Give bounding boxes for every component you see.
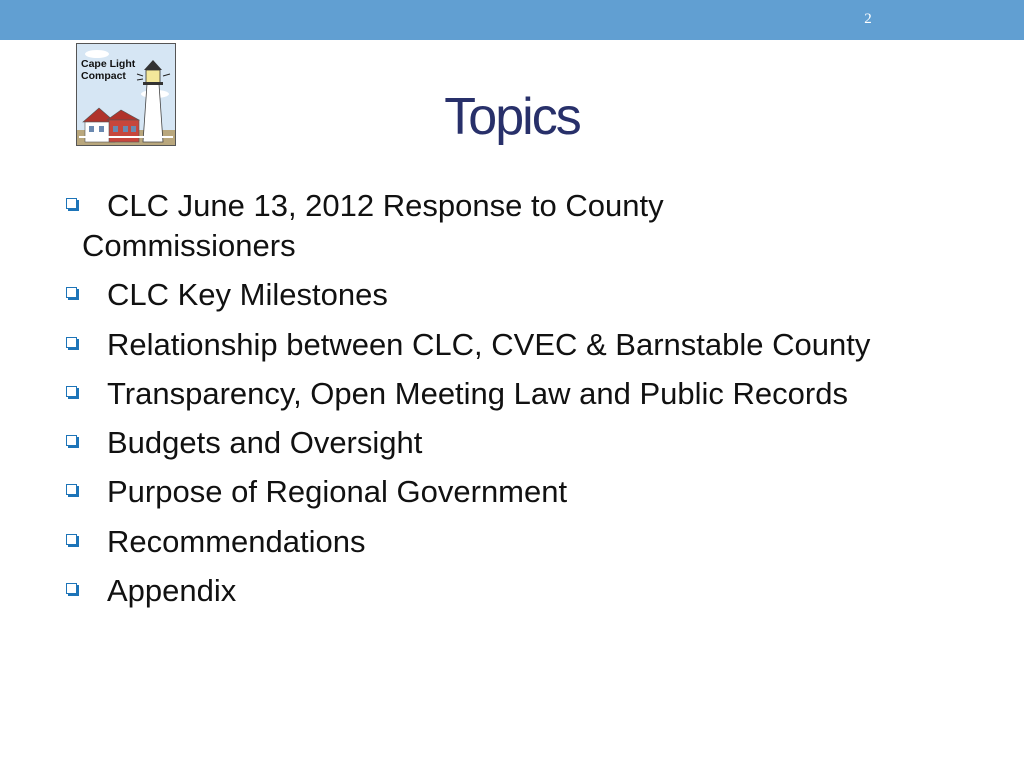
- slide-number: 2: [864, 11, 872, 27]
- topic-text: CLC Key Milestones: [107, 277, 388, 313]
- topic-list: [62, 186, 972, 620]
- topic-text: Budgets and Oversight: [107, 425, 423, 461]
- topic-text: Recommendations: [107, 523, 366, 559]
- checkbox-bullet-icon: [66, 484, 77, 495]
- list-item: [62, 374, 972, 414]
- logo-line-2: Compact: [81, 70, 126, 82]
- list-item: [62, 522, 972, 562]
- topic-text: Transparency, Open Meeting Law and Public Records: [107, 375, 848, 411]
- list-item: [62, 472, 972, 512]
- logo-line-1: Cape Light: [81, 58, 136, 70]
- checkbox-bullet-icon: [66, 386, 77, 397]
- checkbox-bullet-icon: [66, 534, 77, 545]
- cape-light-compact-logo: [76, 43, 176, 146]
- checkbox-bullet-icon: [66, 337, 77, 348]
- list-item: [62, 275, 972, 315]
- checkbox-bullet-icon: [66, 583, 77, 594]
- checkbox-bullet-icon: [66, 198, 77, 209]
- list-item: [62, 423, 972, 463]
- topic-text: Relationship between CLC, CVEC & Barnstable County: [107, 326, 871, 362]
- page-title: Topics: [444, 88, 580, 146]
- checkbox-bullet-icon: [66, 287, 77, 298]
- list-item: [62, 186, 972, 266]
- list-item: [62, 325, 972, 365]
- top-bar: [0, 0, 1024, 40]
- topic-text: Purpose of Regional Government: [107, 474, 568, 510]
- topic-text: CLC June 13, 2012 Response to County Commissioners: [82, 188, 664, 263]
- list-item: [62, 571, 972, 611]
- checkbox-bullet-icon: [66, 435, 77, 446]
- logo-text: [81, 58, 135, 82]
- topic-text: Appendix: [107, 573, 237, 609]
